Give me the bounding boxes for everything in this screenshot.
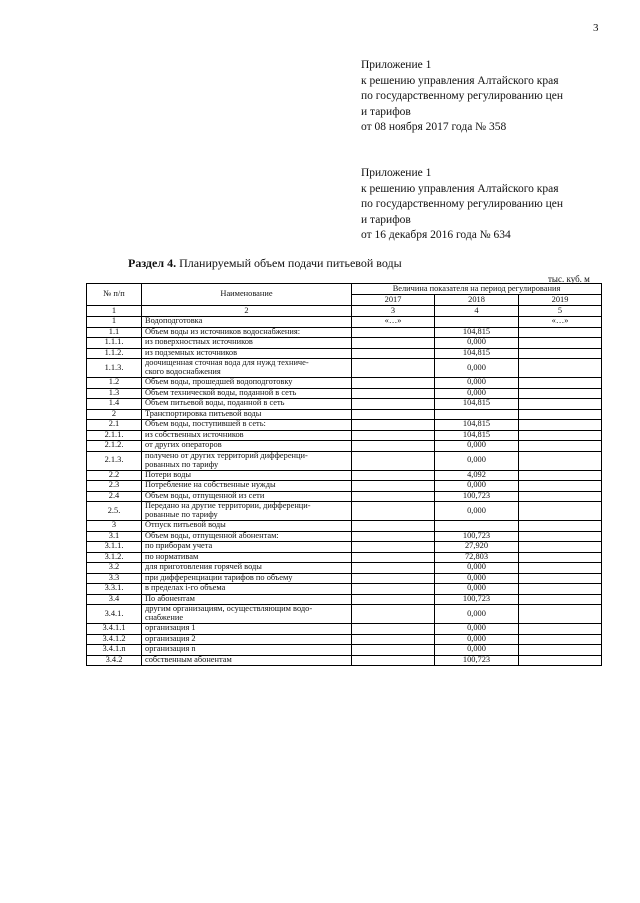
table-row bbox=[87, 573, 602, 584]
value-2017-cell bbox=[352, 605, 435, 624]
value-2018-cell: 72,803 bbox=[435, 552, 519, 563]
value-2018-cell: 0,000 bbox=[435, 502, 519, 521]
table-body bbox=[87, 317, 602, 666]
table-row bbox=[87, 481, 602, 492]
row-name-cell: По абонентам bbox=[142, 594, 352, 605]
value-2017-cell bbox=[352, 502, 435, 521]
row-number-cell: 3.4.2 bbox=[87, 655, 142, 666]
table-row bbox=[87, 624, 602, 635]
row-name-cell: Объем воды, отпущенной из сети bbox=[142, 491, 352, 502]
value-2017-cell bbox=[352, 378, 435, 389]
row-number-cell: 2.1 bbox=[87, 420, 142, 431]
table-row bbox=[87, 552, 602, 563]
value-2018-cell: 0,000 bbox=[435, 573, 519, 584]
table-row bbox=[87, 655, 602, 666]
value-2018-cell: 0,000 bbox=[435, 634, 519, 645]
value-2019-cell bbox=[519, 491, 602, 502]
value-2017-cell bbox=[352, 634, 435, 645]
header-year-2018: 2018 bbox=[435, 295, 519, 306]
value-2017-cell bbox=[352, 491, 435, 502]
row-number-cell: 2.3 bbox=[87, 481, 142, 492]
value-2017-cell bbox=[352, 531, 435, 542]
row-number-cell: 2.5. bbox=[87, 502, 142, 521]
value-2018-cell: 104,815 bbox=[435, 430, 519, 441]
value-2017-cell bbox=[352, 563, 435, 574]
header-year-2017: 2017 bbox=[352, 295, 435, 306]
table-row bbox=[87, 645, 602, 656]
row-number-cell: 2 bbox=[87, 409, 142, 420]
row-number-cell: 3.4.1.2 bbox=[87, 634, 142, 645]
row-name-cell: организация 2 bbox=[142, 634, 352, 645]
row-number-cell: 1.1 bbox=[87, 327, 142, 338]
value-2017-cell bbox=[352, 388, 435, 399]
value-2019-cell bbox=[519, 399, 602, 410]
value-2017-cell bbox=[352, 542, 435, 553]
appendix-line: Приложение 1 bbox=[361, 59, 432, 71]
value-2019-cell bbox=[519, 470, 602, 481]
row-number-cell: 3.4.1.n bbox=[87, 645, 142, 656]
row-name-cell: собственным абонентам bbox=[142, 655, 352, 666]
appendix-line: по государственному регулированию цен bbox=[361, 198, 564, 210]
value-2017-cell bbox=[352, 430, 435, 441]
value-2019-cell bbox=[519, 563, 602, 574]
row-name-cell: получено от других территорий дифференци- рованных по тарифу bbox=[142, 451, 352, 470]
value-2017-cell bbox=[352, 409, 435, 420]
table-row bbox=[87, 605, 602, 624]
row-number-cell: 2.1.3. bbox=[87, 451, 142, 470]
row-name-cell: от других операторов bbox=[142, 441, 352, 452]
value-2017-cell bbox=[352, 573, 435, 584]
value-2018-cell: 0,000 bbox=[435, 481, 519, 492]
appendix-line: и тарифов bbox=[361, 213, 411, 226]
row-number-cell: 3.4.1. bbox=[87, 605, 142, 624]
table-row bbox=[87, 594, 602, 605]
value-2018-cell: 4,092 bbox=[435, 470, 519, 481]
row-name-cell: по нормативам bbox=[142, 552, 352, 563]
row-name-cell: в пределах i-го объема bbox=[142, 584, 352, 595]
value-2018-cell: 100,723 bbox=[435, 594, 519, 605]
row-name-cell: Объем воды, прошедшей водоподготовку bbox=[142, 378, 352, 389]
value-2018-cell: 0,000 bbox=[435, 441, 519, 452]
value-2018-cell: 0,000 bbox=[435, 605, 519, 624]
value-2018-cell bbox=[435, 409, 519, 420]
value-2019-cell bbox=[519, 338, 602, 349]
value-2017-cell bbox=[352, 451, 435, 470]
page-number: 3 bbox=[593, 22, 599, 34]
value-2019-cell bbox=[519, 552, 602, 563]
value-2018-cell: 104,815 bbox=[435, 399, 519, 410]
row-name-cell: Объем воды из источников водоснабжения: bbox=[142, 327, 352, 338]
row-number-cell: 3.3.1. bbox=[87, 584, 142, 595]
table-row bbox=[87, 420, 602, 431]
value-2018-cell: 0,000 bbox=[435, 338, 519, 349]
table-row bbox=[87, 563, 602, 574]
section-title bbox=[128, 256, 402, 271]
value-2017-cell bbox=[352, 521, 435, 532]
index-cell: 2 bbox=[142, 306, 352, 317]
value-2018-cell: 0,000 bbox=[435, 359, 519, 378]
table-row bbox=[87, 491, 602, 502]
value-2018-cell: 100,723 bbox=[435, 655, 519, 666]
value-2019-cell bbox=[519, 481, 602, 492]
appendix-block-2016 bbox=[361, 166, 563, 244]
value-2019-cell bbox=[519, 378, 602, 389]
row-name-cell: доочищенная сточная вода для нужд техниче- ского водоснабжения bbox=[142, 359, 352, 378]
value-2019-cell bbox=[519, 645, 602, 656]
value-2019-cell bbox=[519, 584, 602, 595]
value-2019-cell bbox=[519, 420, 602, 431]
row-name-cell: Потери воды bbox=[142, 470, 352, 481]
value-2019-cell bbox=[519, 531, 602, 542]
header-name: Наименование bbox=[142, 284, 352, 306]
value-2018-cell: 104,815 bbox=[435, 348, 519, 359]
row-number-cell: 3 bbox=[87, 521, 142, 532]
value-2017-cell: «…» bbox=[352, 317, 435, 328]
water-volume-table bbox=[86, 283, 602, 666]
row-name-cell: Передано на другие территории, дифференци- рованные по тарифу bbox=[142, 502, 352, 521]
header-group: Величина показателя на период регулирования bbox=[352, 284, 602, 295]
table-row bbox=[87, 634, 602, 645]
value-2019-cell bbox=[519, 451, 602, 470]
row-name-cell: для приготовления горячей воды bbox=[142, 563, 352, 574]
section-label: Раздел 4. bbox=[128, 256, 177, 270]
value-2018-cell: 0,000 bbox=[435, 378, 519, 389]
value-2019-cell bbox=[519, 655, 602, 666]
table-row bbox=[87, 399, 602, 410]
row-number-cell: 3.2 bbox=[87, 563, 142, 574]
row-number-cell: 3.4.1.1 bbox=[87, 624, 142, 635]
row-name-cell: при дифференциации тарифов по объему bbox=[142, 573, 352, 584]
value-2019-cell bbox=[519, 441, 602, 452]
appendix-line: от 16 декабря 2016 года № 634 bbox=[361, 229, 511, 241]
index-cell: 4 bbox=[435, 306, 519, 317]
table-row bbox=[87, 542, 602, 553]
row-number-cell: 1.3 bbox=[87, 388, 142, 399]
table-row bbox=[87, 521, 602, 532]
value-2018-cell: 0,000 bbox=[435, 451, 519, 470]
row-name-cell: Объем технической воды, поданной в сеть bbox=[142, 388, 352, 399]
value-2018-cell: 100,723 bbox=[435, 531, 519, 542]
table-row bbox=[87, 470, 602, 481]
value-2017-cell bbox=[352, 348, 435, 359]
row-number-cell: 3.3 bbox=[87, 573, 142, 584]
unit-label: тыс. куб. м bbox=[548, 274, 590, 284]
value-2018-cell: 0,000 bbox=[435, 563, 519, 574]
value-2018-cell: 0,000 bbox=[435, 584, 519, 595]
value-2017-cell bbox=[352, 584, 435, 595]
value-2019-cell bbox=[519, 430, 602, 441]
value-2019-cell bbox=[519, 388, 602, 399]
value-2017-cell bbox=[352, 399, 435, 410]
header-year-2019: 2019 bbox=[519, 295, 602, 306]
table-row bbox=[87, 348, 602, 359]
row-name-cell: другим организациям, осуществляющим водо- снабжение bbox=[142, 605, 352, 624]
table-row bbox=[87, 409, 602, 420]
value-2017-cell bbox=[352, 420, 435, 431]
row-name-cell: Объем воды, отпущенной абонентам: bbox=[142, 531, 352, 542]
value-2019-cell bbox=[519, 409, 602, 420]
section-title-text: Планируемый объем подачи питьевой воды bbox=[179, 256, 402, 270]
value-2019-cell bbox=[519, 605, 602, 624]
value-2019-cell bbox=[519, 502, 602, 521]
table-row bbox=[87, 430, 602, 441]
index-cell: 1 bbox=[87, 306, 142, 317]
row-name-cell: по приборам учета bbox=[142, 542, 352, 553]
value-2019-cell bbox=[519, 521, 602, 532]
value-2019-cell bbox=[519, 542, 602, 553]
appendix-block-2017 bbox=[361, 58, 563, 136]
header-num: № п/п bbox=[87, 284, 142, 306]
value-2017-cell bbox=[352, 655, 435, 666]
row-name-cell: Транспортировка питьевой воды bbox=[142, 409, 352, 420]
row-number-cell: 2.1.1. bbox=[87, 430, 142, 441]
value-2017-cell bbox=[352, 327, 435, 338]
table-row bbox=[87, 359, 602, 378]
value-2017-cell bbox=[352, 359, 435, 378]
appendix-line: Приложение 1 bbox=[361, 167, 432, 179]
table-row bbox=[87, 502, 602, 521]
table-row bbox=[87, 531, 602, 542]
row-number-cell: 3.4 bbox=[87, 594, 142, 605]
value-2017-cell bbox=[352, 481, 435, 492]
value-2019-cell bbox=[519, 634, 602, 645]
row-number-cell: 2.4 bbox=[87, 491, 142, 502]
row-number-cell: 3.1 bbox=[87, 531, 142, 542]
row-name-cell: из собственных источников bbox=[142, 430, 352, 441]
table-row bbox=[87, 338, 602, 349]
value-2019-cell bbox=[519, 327, 602, 338]
value-2019-cell bbox=[519, 348, 602, 359]
value-2017-cell bbox=[352, 338, 435, 349]
row-name-cell: Отпуск питьевой воды bbox=[142, 521, 352, 532]
value-2017-cell bbox=[352, 624, 435, 635]
value-2017-cell bbox=[352, 594, 435, 605]
table-row bbox=[87, 584, 602, 595]
row-number-cell: 2.2 bbox=[87, 470, 142, 481]
row-name-cell: из поверхностных источников bbox=[142, 338, 352, 349]
table-row bbox=[87, 327, 602, 338]
row-name-cell: организация 1 bbox=[142, 624, 352, 635]
row-name-cell: Потребление на собственные нужды bbox=[142, 481, 352, 492]
value-2017-cell bbox=[352, 470, 435, 481]
value-2018-cell: 0,000 bbox=[435, 645, 519, 656]
value-2017-cell bbox=[352, 552, 435, 563]
appendix-line: и тарифов bbox=[361, 105, 411, 118]
row-name-cell: Объем питьевой воды, поданной в сеть bbox=[142, 399, 352, 410]
row-number-cell: 1 bbox=[87, 317, 142, 328]
value-2019-cell bbox=[519, 359, 602, 378]
row-name-cell: организация n bbox=[142, 645, 352, 656]
table-row bbox=[87, 378, 602, 389]
value-2019-cell bbox=[519, 624, 602, 635]
table-row bbox=[87, 317, 602, 328]
row-number-cell: 1.2 bbox=[87, 378, 142, 389]
value-2018-cell: 0,000 bbox=[435, 388, 519, 399]
value-2019-cell bbox=[519, 594, 602, 605]
value-2019-cell: «…» bbox=[519, 317, 602, 328]
appendix-line: по государственному регулированию цен bbox=[361, 90, 564, 102]
row-name-cell: Объем воды, поступившей в сеть: bbox=[142, 420, 352, 431]
value-2017-cell bbox=[352, 441, 435, 452]
row-number-cell: 1.1.3. bbox=[87, 359, 142, 378]
table-row bbox=[87, 441, 602, 452]
row-number-cell: 3.1.1. bbox=[87, 542, 142, 553]
value-2018-cell: 0,000 bbox=[435, 624, 519, 635]
row-name-cell: Водоподготовка bbox=[142, 317, 352, 328]
row-name-cell: из подземных источников bbox=[142, 348, 352, 359]
value-2018-cell: 104,815 bbox=[435, 327, 519, 338]
row-number-cell: 3.1.2. bbox=[87, 552, 142, 563]
index-cell: 5 bbox=[519, 306, 602, 317]
value-2017-cell bbox=[352, 645, 435, 656]
value-2018-cell: 104,815 bbox=[435, 420, 519, 431]
index-cell: 3 bbox=[352, 306, 435, 317]
table-row bbox=[87, 388, 602, 399]
row-number-cell: 1.1.1. bbox=[87, 338, 142, 349]
appendix-line: от 08 ноября 2017 года № 358 bbox=[361, 121, 507, 133]
value-2018-cell: 100,723 bbox=[435, 491, 519, 502]
value-2018-cell bbox=[435, 521, 519, 532]
appendix-line: к решению управления Алтайского края bbox=[361, 74, 559, 87]
appendix-line: к решению управления Алтайского края bbox=[361, 182, 559, 195]
value-2018-cell bbox=[435, 317, 519, 328]
table-row bbox=[87, 451, 602, 470]
value-2018-cell: 27,920 bbox=[435, 542, 519, 553]
value-2019-cell bbox=[519, 573, 602, 584]
row-number-cell: 1.1.2. bbox=[87, 348, 142, 359]
row-number-cell: 2.1.2. bbox=[87, 441, 142, 452]
row-number-cell: 1.4 bbox=[87, 399, 142, 410]
